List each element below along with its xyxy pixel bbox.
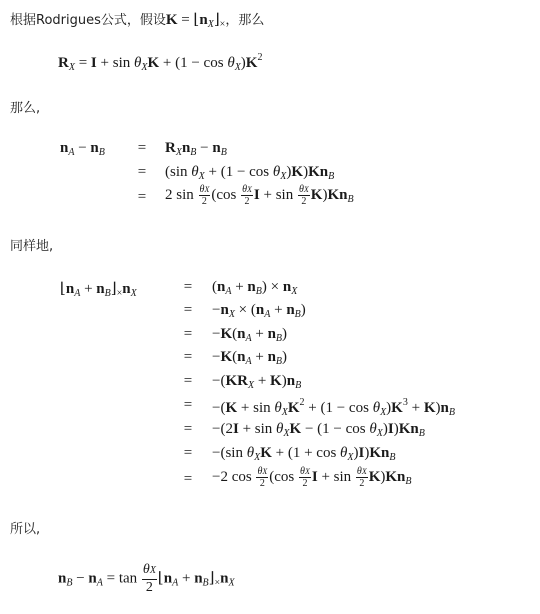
then-label: 那么, [10,101,41,116]
k-definition-math: $K = ⌊n_X⌋_\times$ [165,12,226,30]
intro-tail: ，那么 [225,13,265,28]
final-equation: $n_B - n_A = \tan$ $\frac{\theta X}{2}$ $⌊n_A$ + $n_B⌋_\times n_X$ [58,562,235,595]
similarly-label: 同样地, [10,239,54,254]
intro-sentence [10,9,264,30]
intro-text: 根据Rodrigues公式，假设 [10,13,166,28]
therefore-label: 所以, [10,522,41,537]
rodrigues-formula: $R_X = I + \sin \theta_XK + (1 - \cos \theta_X)K^2$ [58,52,263,73]
